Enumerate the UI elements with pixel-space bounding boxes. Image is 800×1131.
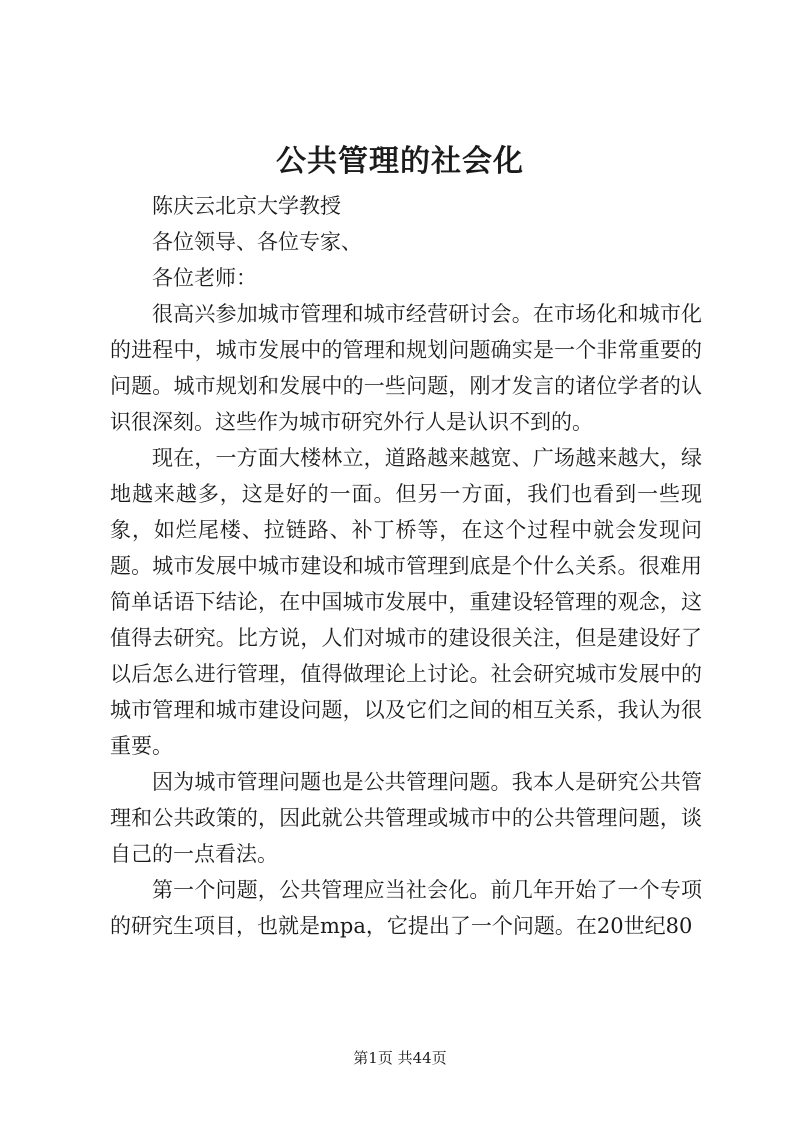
paragraph-1: 很高兴参加城市管理和城市经营研讨会。在市场化和城市化的进程中，城市发展中的管理和规划问题确实是一个非常重要的问题。城市规划和发展中的一些问题，刚才发言的诸位学者的认识很深刻。这些作为城市研究外行人是认识不到的。: [110, 302, 702, 434]
salutation-line-1: 各位领导、各位专家、: [152, 230, 362, 254]
author-line: 陈庆云北京大学教授: [152, 194, 341, 218]
paragraph-2: 现在，一方面大楼林立，道路越来越宽、广场越来越大，绿地越来越多，这是好的一面。但另一方面，我们也看到一些现象，如烂尾楼、拉链路、补丁桥等，在这个过程中就会发现问题。城市发展中城市建设和城市管理到底是个什么关系。很难用简单话语下结论，在中国城市发展中，重建设轻管理的观念，这值得去研究。比方说，人们对城市的建设很关注，但是建设好了以后怎么进行管理，值得做理论上讨论。社会研究城市发展中的城市管理和城市建设问题，以及它们之间的相互关系，我认为很重要。: [110, 446, 702, 758]
paragraph-3: 因为城市管理问题也是公共管理问题。我本人是研究公共管理和公共政策的，因此就公共管理或城市中的公共管理问题，谈自己的一点看法。: [110, 770, 702, 866]
document-title: 公共管理的社会化: [276, 144, 524, 179]
document-body: [110, 188, 702, 944]
page-footer: 第1页 共44页: [353, 1049, 447, 1067]
paragraph-4: 第一个问题，公共管理应当社会化。前几年开始了一个专项的研究生项目，也就是mpa，它提出了一个问题。在20世纪80: [110, 878, 702, 938]
salutation-line-2: 各位老师：: [152, 266, 257, 290]
